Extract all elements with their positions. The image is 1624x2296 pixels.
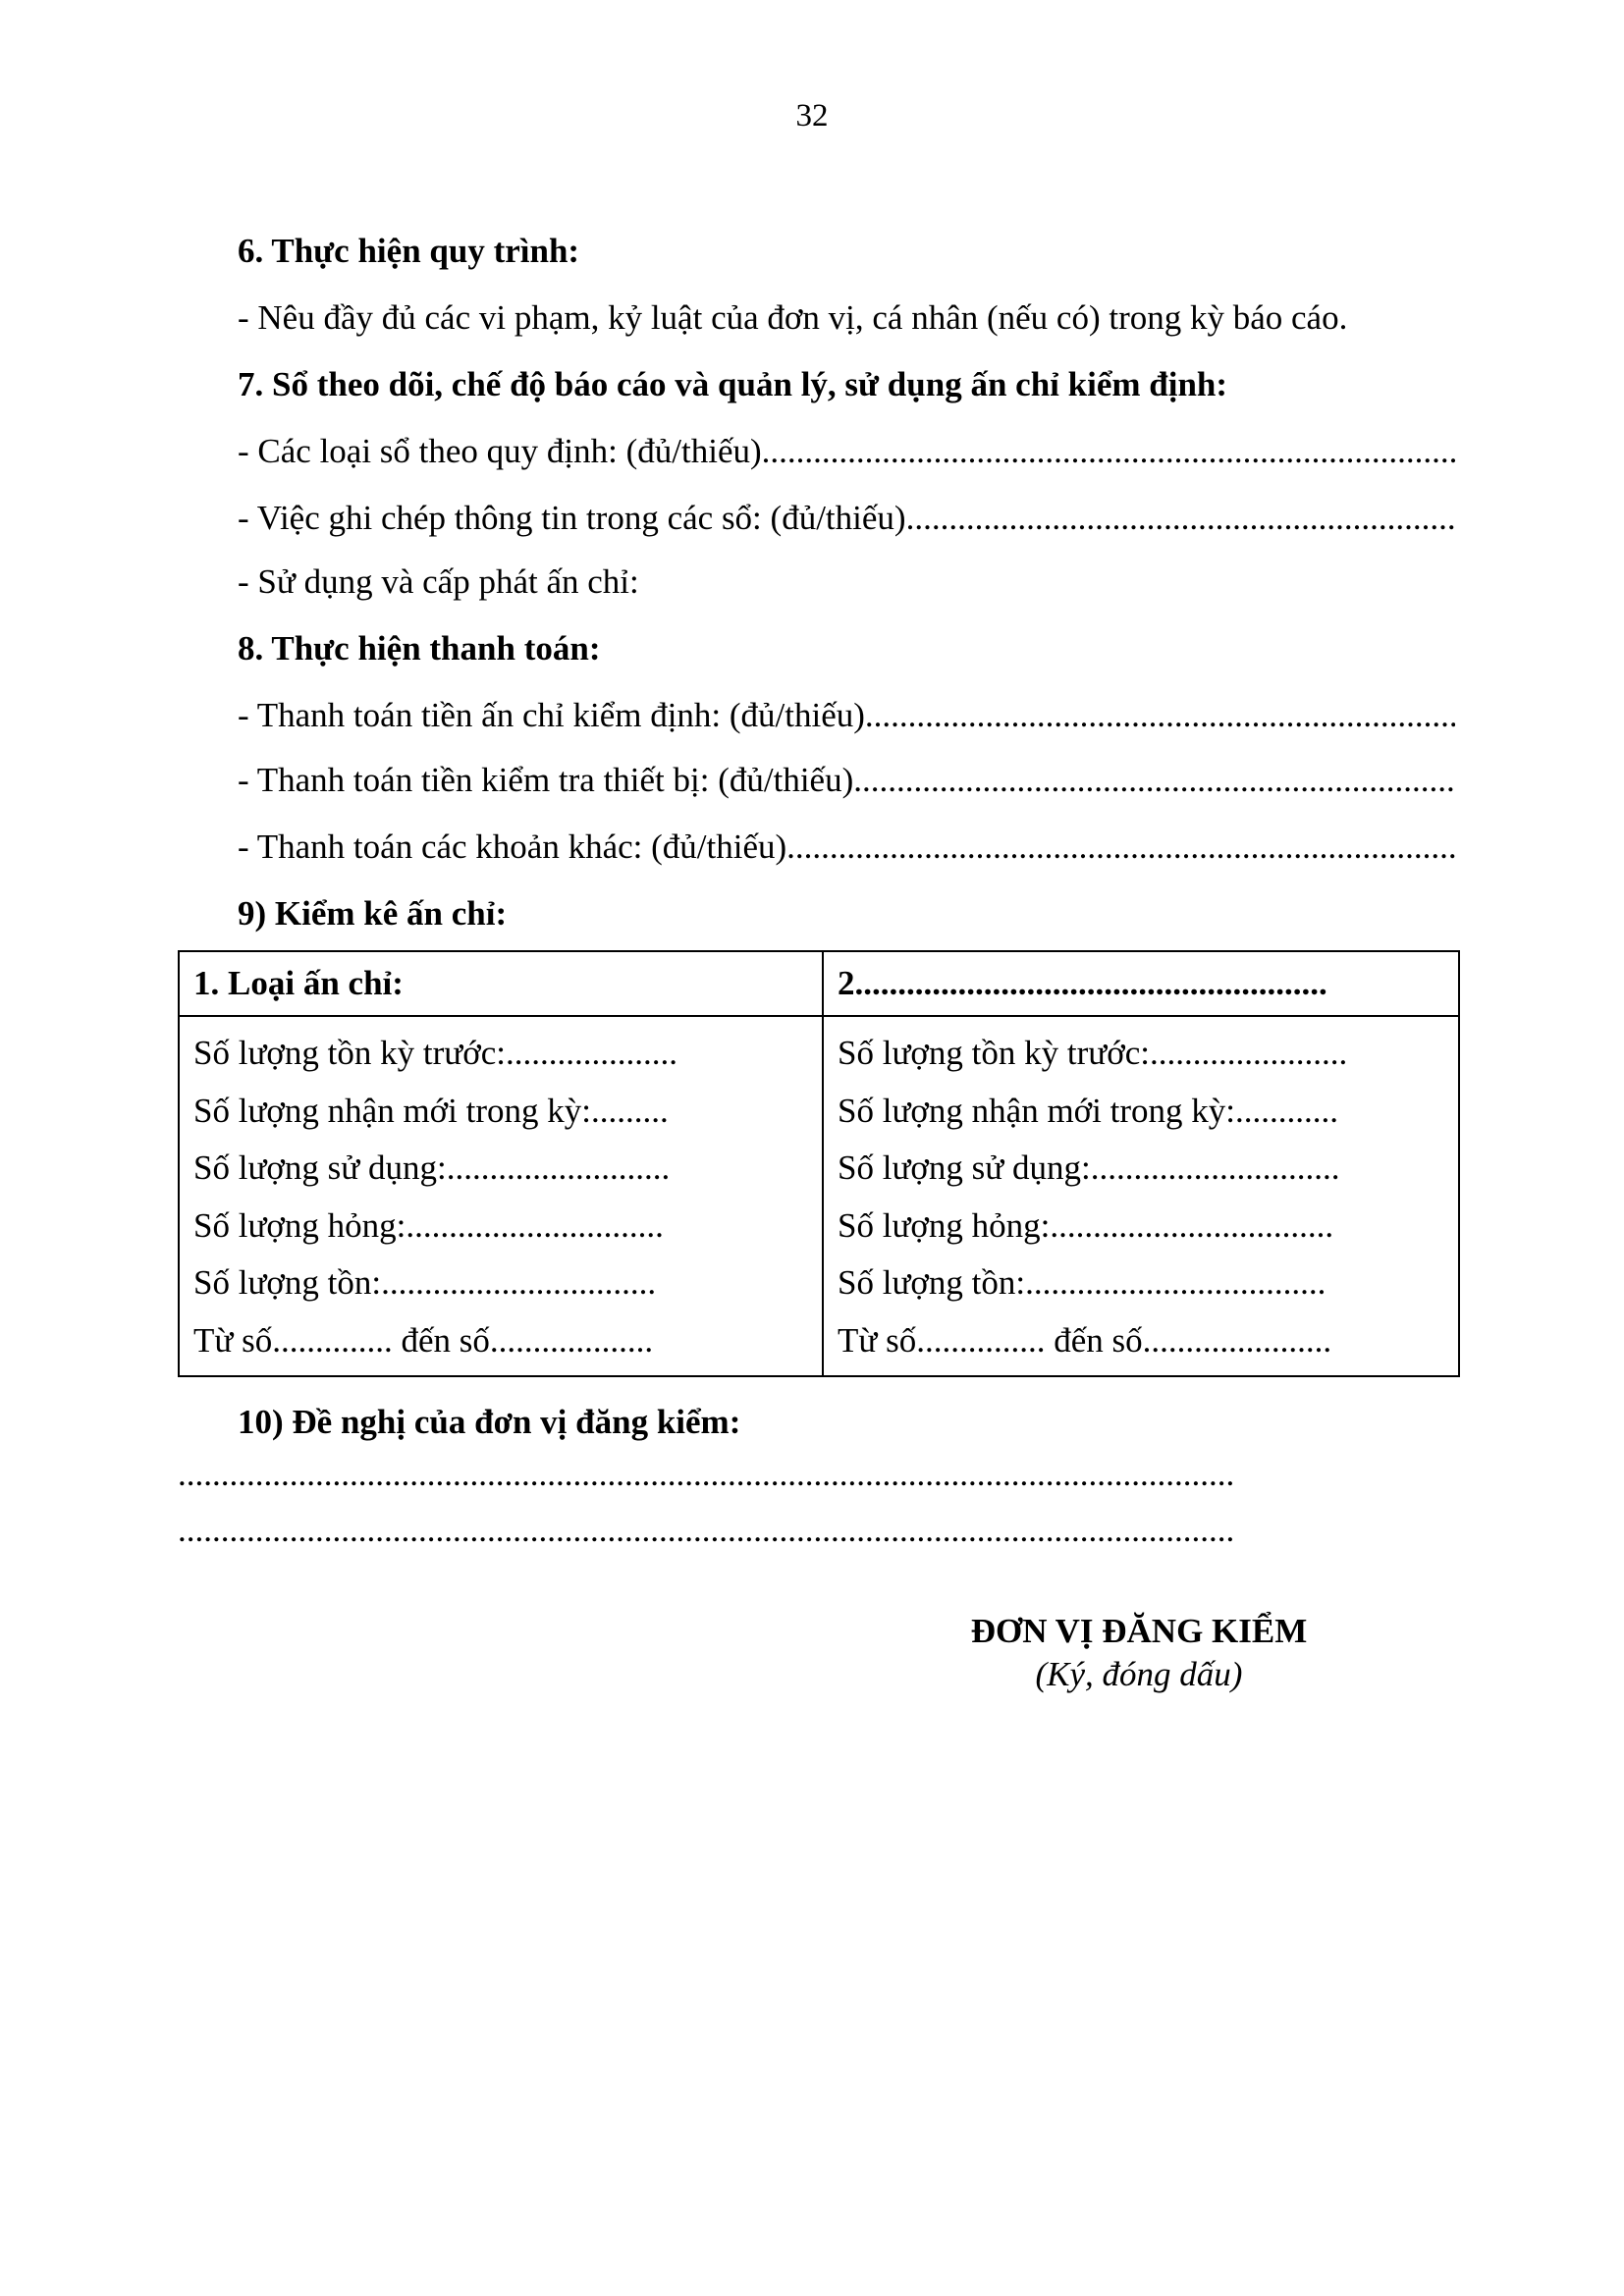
dotted-leader — [786, 823, 1455, 872]
inventory-col-1-body — [179, 1016, 823, 1376]
inventory-table — [178, 950, 1460, 1377]
inventory-col-2-body — [823, 1016, 1459, 1376]
section-7-line-3: - Sử dụng và cấp phát ấn chỉ: — [238, 562, 639, 601]
dotted-leader — [853, 756, 1455, 805]
section-7-line-2 — [238, 494, 1455, 543]
inventory-table-header-row — [179, 951, 1459, 1016]
inventory-col-2-row: Số lượng tồn kỳ trước:....................... — [838, 1034, 1348, 1072]
section-7-heading: 7. Sổ theo dõi, chế độ báo cáo và quản lý, sử dụng ấn chỉ kiểm định: — [238, 365, 1228, 403]
inventory-col-1-row: Từ số.............. đến số................... — [193, 1320, 654, 1360]
section-6-heading: 6. Thực hiện quy trình: — [238, 232, 580, 270]
inventory-col-2-row: Số lượng tồn:................................... — [838, 1263, 1326, 1302]
inventory-col-2-row: Số lượng hỏng:................................. — [838, 1205, 1334, 1245]
section-6-line-1: - Nêu đầy đủ các vi phạm, kỷ luật của đơn vị, cá nhân (nếu có) trong kỳ báo cáo. — [238, 298, 1348, 337]
signature-title: ĐƠN VỊ ĐĂNG KIỂM — [970, 1612, 1308, 1650]
section-7-line-1 — [238, 427, 1455, 476]
inventory-col-1-row: Số lượng tồn:................................ — [193, 1263, 657, 1302]
dotted-leader — [906, 494, 1455, 543]
section-7-line-1-label: - Các loại sổ theo quy định: (đủ/thiếu) — [238, 432, 762, 470]
inventory-col-1-header: 1. Loại ấn chỉ: — [179, 951, 823, 1016]
section-8-line-2-label: - Thanh toán tiền kiểm tra thiết bị: (đủ/thiếu) — [238, 761, 854, 799]
signature-note: (Ký, đóng dấu) — [1035, 1655, 1243, 1693]
inventory-col-2-row: Từ số............... đến số...................... — [838, 1320, 1332, 1360]
section-7-line-2-label: - Việc ghi chép thông tin trong các sổ: (đủ/thiếu) — [238, 499, 906, 537]
page-number: 32 — [795, 98, 829, 133]
inventory-col-2-row: Số lượng sử dụng:............................. — [838, 1148, 1340, 1187]
section-8-line-3 — [238, 823, 1455, 872]
section-8-line-3-label: - Thanh toán các khoản khác: (đủ/thiếu) — [238, 828, 787, 866]
dotted-leader — [865, 691, 1455, 740]
section-10-dotted-line-2: ........................................................................................................................... — [178, 1511, 1235, 1549]
inventory-col-1-row: Số lượng sử dụng:.......................... — [193, 1148, 671, 1187]
section-9-heading: 9) Kiểm kê ấn chỉ: — [238, 894, 508, 933]
section-8-heading: 8. Thực hiện thanh toán: — [238, 629, 601, 667]
section-8-line-2 — [238, 756, 1455, 805]
inventory-col-2-row: Số lượng nhận mới trong kỳ:............ — [838, 1091, 1339, 1130]
dotted-leader — [762, 427, 1455, 476]
inventory-col-1-row: Số lượng nhận mới trong kỳ:......... — [193, 1091, 669, 1130]
section-10-dotted-line-1: ........................................................................................................................... — [178, 1455, 1235, 1493]
section-10-heading: 10) Đề nghị của đơn vị đăng kiểm: — [238, 1403, 741, 1441]
inventory-col-2-header: 2....................................................... — [823, 951, 1459, 1016]
section-8-line-1 — [238, 691, 1455, 740]
inventory-col-1-row: Số lượng tồn kỳ trước:.................... — [193, 1034, 678, 1072]
inventory-table-body-row — [179, 1016, 1459, 1376]
inventory-col-1-row: Số lượng hỏng:.............................. — [193, 1205, 664, 1245]
section-8-line-1-label: - Thanh toán tiền ấn chỉ kiểm định: (đủ/thiếu) — [238, 696, 865, 734]
